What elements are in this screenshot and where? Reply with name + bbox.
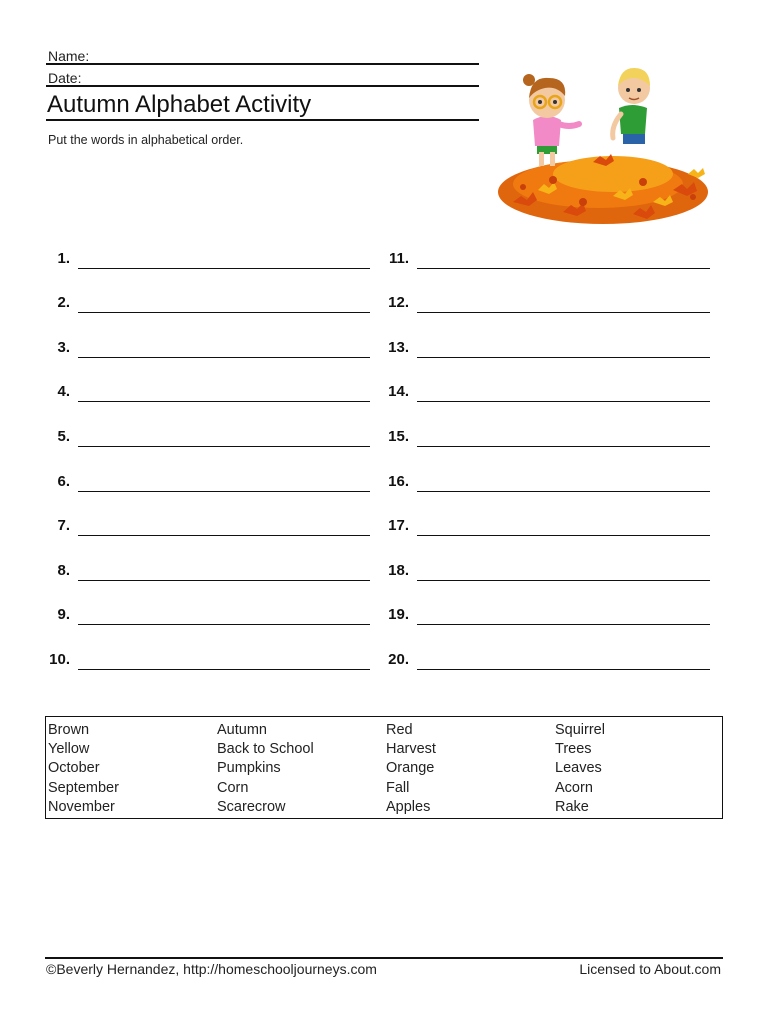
title-underline [46,119,479,121]
blank-number: 18. [388,562,409,579]
blank-number: 13. [388,339,409,356]
blank-number: 5. [57,428,70,445]
name-label: Name: [48,48,90,64]
blank-number: 8. [57,562,70,579]
word-bank-item: Trees [555,741,592,757]
word-bank-item: October [48,760,100,776]
answer-blank[interactable] [388,470,710,492]
word-bank-item: Apples [386,799,431,815]
answer-blank[interactable] [57,559,370,581]
blank-number: 15. [388,428,409,445]
answer-blank[interactable] [388,603,710,625]
word-bank-item: Squirrel [555,722,605,738]
answer-blank[interactable] [388,648,710,670]
word-bank-item: Leaves [555,760,602,776]
footer-rule [45,957,723,959]
answer-blank[interactable] [388,247,710,269]
word-bank-item: Yellow [48,741,90,757]
word-bank-item: Orange [386,760,435,776]
blank-number: 11. [388,250,409,267]
blank-number: 10. [49,651,70,668]
blank-number: 1. [57,250,70,267]
leaf-pile-icon [498,154,708,224]
answer-blank[interactable] [57,514,370,536]
footer-license: Licensed to About.com [579,961,721,977]
answer-blank[interactable] [57,291,370,313]
blank-number: 3. [57,339,70,356]
answer-blank[interactable] [57,470,370,492]
girl-icon [523,74,579,166]
answer-blank[interactable] [388,425,710,447]
blank-number: 17. [388,517,409,534]
blank-number: 7. [57,517,70,534]
word-bank [45,716,723,819]
page-title: Autumn Alphabet Activity [47,91,312,118]
blank-number: 4. [57,383,70,400]
blank-number: 2. [57,294,70,311]
answer-blank[interactable] [49,648,370,670]
answer-blank[interactable] [57,603,370,625]
word-bank-item: Acorn [555,780,593,796]
answer-blank[interactable] [57,247,370,269]
word-bank-item: November [48,799,115,815]
word-bank-item: Red [386,722,413,738]
word-bank-item: Rake [555,799,589,815]
answer-blank[interactable] [57,380,370,402]
word-bank-item: Brown [48,722,90,738]
footer-copyright: ©Beverly Hernandez, http://homeschooljourneys.com [46,961,377,977]
boy-icon [613,68,650,144]
word-bank-item: Harvest [386,741,436,757]
word-bank-item: Corn [217,780,249,796]
blank-number: 14. [388,383,409,400]
answer-blank[interactable] [388,380,710,402]
blank-number: 16. [388,473,409,490]
answer-blank[interactable] [388,559,710,581]
blank-number: 12. [388,294,409,311]
blank-number: 6. [57,473,70,490]
kids-in-leaves-illustration [493,62,723,238]
blank-number: 20. [388,651,409,668]
blank-number: 9. [57,606,70,623]
answer-blank[interactable] [388,336,710,358]
word-bank-item: Fall [386,780,410,796]
word-bank-item: September [48,780,119,796]
instructions: Put the words in alphabetical order. [48,133,244,147]
answer-blank[interactable] [388,514,710,536]
answer-blank[interactable] [57,425,370,447]
word-bank-item: Scarecrow [217,799,286,815]
answer-blank[interactable] [57,336,370,358]
word-bank-item: Pumpkins [217,760,281,776]
date-label: Date: [48,70,82,86]
date-line[interactable] [46,85,479,87]
word-bank-item: Back to School [217,741,314,757]
blank-number: 19. [388,606,409,623]
name-line[interactable] [46,63,479,65]
word-bank-item: Autumn [217,722,267,738]
answer-blank[interactable] [388,291,710,313]
